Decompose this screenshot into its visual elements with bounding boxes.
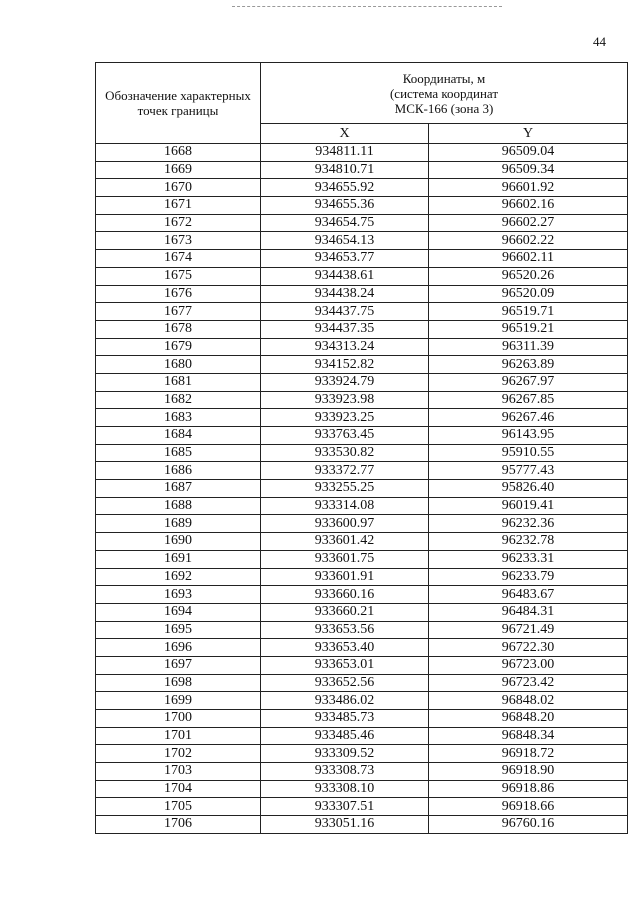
y-coordinate-cell: 96484.31: [429, 603, 628, 621]
y-coordinate-cell: 96848.02: [429, 692, 628, 710]
table-row: [96, 674, 628, 692]
table-row: [96, 497, 628, 515]
point-number-cell: 1670: [96, 179, 261, 197]
point-number-cell: 1706: [96, 816, 261, 834]
table-body: [96, 144, 628, 834]
x-coordinate-cell: 933653.56: [261, 621, 429, 639]
x-coordinate-cell: 933601.42: [261, 533, 429, 551]
y-coordinate-cell: 96760.16: [429, 816, 628, 834]
x-column-header: X: [261, 124, 429, 144]
y-coordinate-cell: 96918.66: [429, 798, 628, 816]
point-number-cell: 1675: [96, 267, 261, 285]
x-coordinate-cell: 934654.13: [261, 232, 429, 250]
table-row: [96, 656, 628, 674]
point-number-cell: 1669: [96, 161, 261, 179]
x-coordinate-cell: 933372.77: [261, 462, 429, 480]
table-row: [96, 214, 628, 232]
y-coordinate-cell: 96233.79: [429, 568, 628, 586]
x-coordinate-cell: 933652.56: [261, 674, 429, 692]
x-coordinate-cell: 933601.91: [261, 568, 429, 586]
coordinates-header-line: МСК-166 (зона 3): [394, 100, 494, 116]
x-coordinate-cell: 933923.98: [261, 391, 429, 409]
y-coordinate-cell: 96263.89: [429, 356, 628, 374]
table-row: [96, 232, 628, 250]
table-row: [96, 391, 628, 409]
y-coordinate-cell: 96233.31: [429, 550, 628, 568]
coordinates-table: [95, 62, 628, 834]
table-row: [96, 710, 628, 728]
x-coordinate-cell: 933314.08: [261, 497, 429, 515]
x-coordinate-cell: 934655.36: [261, 197, 429, 215]
table-row: [96, 267, 628, 285]
x-coordinate-cell: 934654.75: [261, 214, 429, 232]
x-coordinate-cell: 933660.21: [261, 603, 429, 621]
header-rule: [232, 6, 502, 8]
table-row: [96, 179, 628, 197]
x-coordinate-cell: 933653.01: [261, 656, 429, 674]
y-coordinate-cell: 96267.97: [429, 373, 628, 391]
point-number-cell: 1677: [96, 303, 261, 321]
point-number-cell: 1684: [96, 427, 261, 445]
table-row: [96, 144, 628, 162]
table-row: [96, 816, 628, 834]
x-coordinate-cell: 934655.92: [261, 179, 429, 197]
table-row: [96, 320, 628, 338]
table-row: [96, 427, 628, 445]
table-row: [96, 763, 628, 781]
y-coordinate-cell: 96509.04: [429, 144, 628, 162]
point-number-cell: 1687: [96, 480, 261, 498]
point-number-cell: 1705: [96, 798, 261, 816]
point-number-cell: 1697: [96, 656, 261, 674]
x-coordinate-cell: 934438.24: [261, 285, 429, 303]
x-coordinate-cell: 934437.75: [261, 303, 429, 321]
x-coordinate-cell: 933309.52: [261, 745, 429, 763]
y-coordinate-cell: 96267.46: [429, 409, 628, 427]
table-row: [96, 338, 628, 356]
point-number-cell: 1693: [96, 586, 261, 604]
table-row: [96, 303, 628, 321]
y-coordinate-cell: 96519.71: [429, 303, 628, 321]
y-coordinate-cell: 96721.49: [429, 621, 628, 639]
point-number-cell: 1698: [96, 674, 261, 692]
table-row: [96, 356, 628, 374]
y-coordinate-cell: 96722.30: [429, 639, 628, 657]
table-row: [96, 197, 628, 215]
point-number-cell: 1681: [96, 373, 261, 391]
x-coordinate-cell: 933255.25: [261, 480, 429, 498]
table-row: [96, 373, 628, 391]
table-row: [96, 533, 628, 551]
point-number-cell: 1703: [96, 763, 261, 781]
y-coordinate-cell: 96602.11: [429, 250, 628, 268]
table-row: [96, 409, 628, 427]
x-coordinate-cell: 934313.24: [261, 338, 429, 356]
x-coordinate-cell: 934811.11: [261, 144, 429, 162]
table-row: [96, 250, 628, 268]
x-coordinate-cell: 933485.73: [261, 710, 429, 728]
y-coordinate-cell: 96483.67: [429, 586, 628, 604]
table-row: [96, 639, 628, 657]
point-number-cell: 1689: [96, 515, 261, 533]
point-number-cell: 1688: [96, 497, 261, 515]
point-number-cell: 1694: [96, 603, 261, 621]
table-row: [96, 285, 628, 303]
y-coordinate-cell: 96602.22: [429, 232, 628, 250]
x-coordinate-cell: 933600.97: [261, 515, 429, 533]
y-coordinate-cell: 96143.95: [429, 427, 628, 445]
y-coordinate-cell: 96602.16: [429, 197, 628, 215]
table-row: [96, 745, 628, 763]
x-coordinate-cell: 933051.16: [261, 816, 429, 834]
x-coordinate-cell: 933486.02: [261, 692, 429, 710]
point-designation-header: Обозначение характерных точек границы: [96, 63, 261, 144]
point-number-cell: 1673: [96, 232, 261, 250]
point-number-cell: 1700: [96, 710, 261, 728]
coordinates-header-line: Координаты, м: [402, 70, 486, 86]
y-coordinate-cell: 96519.21: [429, 320, 628, 338]
point-number-cell: 1678: [96, 320, 261, 338]
y-coordinate-cell: 96311.39: [429, 338, 628, 356]
y-coordinate-cell: 96918.86: [429, 780, 628, 798]
table-row: [96, 444, 628, 462]
point-number-cell: 1679: [96, 338, 261, 356]
point-number-cell: 1676: [96, 285, 261, 303]
point-number-cell: 1695: [96, 621, 261, 639]
y-coordinate-cell: 96723.00: [429, 656, 628, 674]
y-coordinate-cell: 96520.09: [429, 285, 628, 303]
point-number-cell: 1701: [96, 727, 261, 745]
x-coordinate-cell: 933485.46: [261, 727, 429, 745]
point-number-cell: 1683: [96, 409, 261, 427]
y-coordinate-cell: 95826.40: [429, 480, 628, 498]
y-coordinate-cell: 96918.90: [429, 763, 628, 781]
y-coordinate-cell: 96232.78: [429, 533, 628, 551]
y-coordinate-cell: 96509.34: [429, 161, 628, 179]
table-row: [96, 621, 628, 639]
x-coordinate-cell: 933307.51: [261, 798, 429, 816]
x-coordinate-cell: 934653.77: [261, 250, 429, 268]
x-coordinate-cell: 933308.73: [261, 763, 429, 781]
x-coordinate-cell: 934438.61: [261, 267, 429, 285]
coordinates-header-line: (система координат: [389, 85, 499, 101]
x-coordinate-cell: 934152.82: [261, 356, 429, 374]
y-coordinate-cell: 96019.41: [429, 497, 628, 515]
y-coordinate-cell: 96918.72: [429, 745, 628, 763]
y-coordinate-cell: 96601.92: [429, 179, 628, 197]
x-coordinate-cell: 933923.25: [261, 409, 429, 427]
y-coordinate-cell: 96848.34: [429, 727, 628, 745]
y-coordinate-cell: 96232.36: [429, 515, 628, 533]
x-coordinate-cell: 933660.16: [261, 586, 429, 604]
table-row: [96, 692, 628, 710]
table-row: [96, 780, 628, 798]
y-coordinate-cell: 95777.43: [429, 462, 628, 480]
y-coordinate-cell: 96520.26: [429, 267, 628, 285]
point-number-cell: 1690: [96, 533, 261, 551]
point-number-cell: 1682: [96, 391, 261, 409]
x-coordinate-cell: 933308.10: [261, 780, 429, 798]
table-row: [96, 798, 628, 816]
table-row: [96, 727, 628, 745]
point-number-cell: 1692: [96, 568, 261, 586]
table-row: [96, 161, 628, 179]
point-number-cell: 1699: [96, 692, 261, 710]
page-number: 44: [593, 34, 606, 49]
y-coordinate-cell: 96267.85: [429, 391, 628, 409]
x-coordinate-cell: 933924.79: [261, 373, 429, 391]
point-number-cell: 1671: [96, 197, 261, 215]
table-row: [96, 586, 628, 604]
x-coordinate-cell: 934810.71: [261, 161, 429, 179]
coordinates-header: [261, 63, 628, 124]
x-coordinate-cell: 934437.35: [261, 320, 429, 338]
point-number-cell: 1691: [96, 550, 261, 568]
y-coordinate-cell: 96848.20: [429, 710, 628, 728]
point-number-cell: 1672: [96, 214, 261, 232]
y-coordinate-cell: 95910.55: [429, 444, 628, 462]
table-row: [96, 603, 628, 621]
point-number-cell: 1674: [96, 250, 261, 268]
x-coordinate-cell: 933653.40: [261, 639, 429, 657]
table-row: [96, 480, 628, 498]
point-number-cell: 1686: [96, 462, 261, 480]
table-row: [96, 550, 628, 568]
point-number-cell: 1696: [96, 639, 261, 657]
point-number-cell: 1680: [96, 356, 261, 374]
y-coordinate-cell: 96602.27: [429, 214, 628, 232]
table-row: [96, 515, 628, 533]
point-number-cell: 1685: [96, 444, 261, 462]
y-coordinate-cell: 96723.42: [429, 674, 628, 692]
x-coordinate-cell: 933763.45: [261, 427, 429, 445]
y-column-header: Y: [429, 124, 628, 144]
point-number-cell: 1704: [96, 780, 261, 798]
point-number-cell: 1702: [96, 745, 261, 763]
x-coordinate-cell: 933601.75: [261, 550, 429, 568]
table-row: [96, 462, 628, 480]
point-number-cell: 1668: [96, 144, 261, 162]
table-row: [96, 568, 628, 586]
x-coordinate-cell: 933530.82: [261, 444, 429, 462]
